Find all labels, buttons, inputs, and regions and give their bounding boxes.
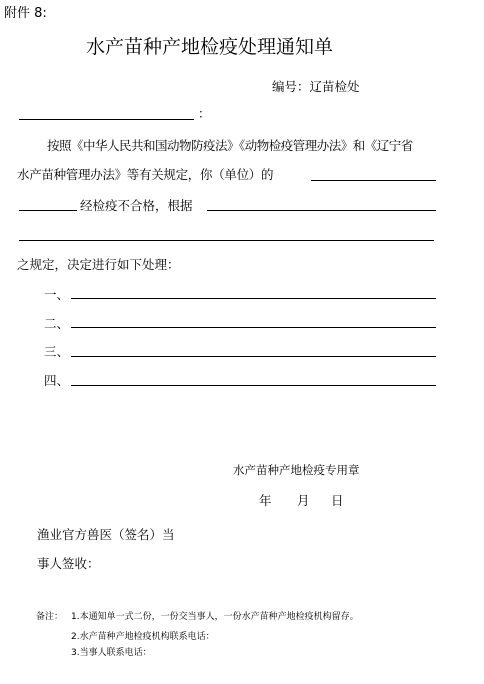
notes-prefix: 备注： [36,612,64,622]
item-1-label: 一、 [44,287,70,302]
basis-blank[interactable] [207,210,436,211]
product-quantity-blank[interactable] [19,210,77,211]
attachment-label: 附件 8: [4,6,47,21]
document-title: 水产苗种产地检疫处理通知单 [86,36,334,58]
date-month: 月 [297,493,310,508]
note-2: 2.水产苗种产地检疫机构联系电话： [71,632,215,642]
date-day: 日 [331,493,344,508]
item-3-label: 三、 [44,344,70,359]
item-3-blank[interactable] [71,356,436,357]
item-2-label: 二、 [44,316,70,331]
note-3: 3.当事人联系电话： [71,648,152,658]
body-line-1: 按照《中华人民共和国动物防疫法》《动物检疫管理办法》和《辽宁省 [47,138,413,153]
seal-label: 水产苗种产地检疫专用章 [233,463,360,477]
item-4-label: 四、 [44,373,70,388]
item-1-blank[interactable] [71,298,436,299]
item-4-blank[interactable] [71,385,436,386]
item-2-blank[interactable] [71,327,436,328]
party-signature-label: 事人签收： [37,556,100,571]
body-line-2: 水产苗种管理办法》等有关规定，你（单位）的 [17,167,274,182]
vet-signature-label: 渔业官方兽医（签名）当 [37,527,175,542]
product-blank[interactable] [311,180,436,181]
body-line-3: 经检疫不合格，根据 [80,198,193,213]
recipient-blank[interactable] [19,119,194,120]
serial-number-label: 编号：辽苗检处 [272,79,360,94]
body-line-5: 之规定，决定进行如下处理： [17,257,180,272]
recipient-colon: ： [198,106,211,121]
date-year: 年 [259,493,272,508]
note-1: 1.本通知单一式二份，一份交当事人，一份水产苗种产地检疫机构留存。 [71,612,359,622]
basis-continuation-blank[interactable] [19,240,434,241]
